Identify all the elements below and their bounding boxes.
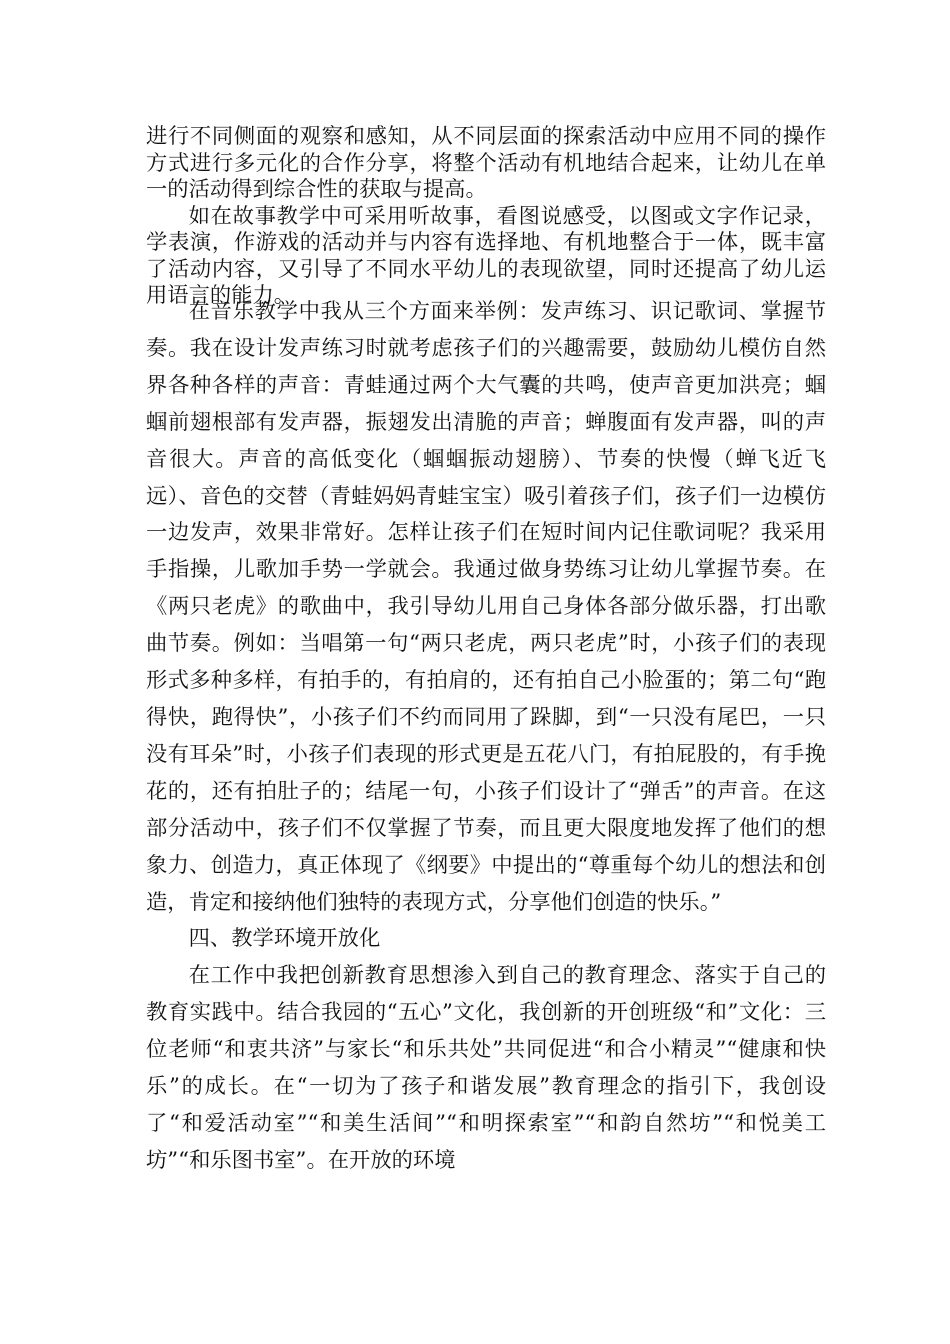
paragraph-work-innovation: 在工作中我把创新教育思想渗入到自己的教育理念、落实于自己的教育实践中。结合我园的“五心”文化，我创新的开创班级“和”文化：三位老师“和衷共济”与家长“和乐共处”共同促进“和合小精灵”“健康和快乐”的成长。在“一切为了孩子和谐发展”教育理念的指引下，我创设了“和爱活动室”“和美生活间”“和明探索室”“和韵自然坊”“和悦美工坊”“和乐图书室”。在开放的环境 (146, 963, 826, 1173)
paragraph-music-teaching: 在音乐教学中我从三个方面来举例：发声练习、识记歌词、掌握节奏。我在设计发声练习时就考虑孩子们的兴趣需要，鼓励幼儿模仿自然界各种各样的声音：青蛙通过两个大气囊的共鸣，使声音更加洪亮；蝈蝈前翅根部有发声器，振翅发出清脆的声音；蝉腹面有发声器，叫的声音很大。声音的高低变化（蝈蝈振动翅膀）、节奏的快慢（蝉飞近飞远）、音色的交替（青蛙妈妈青蛙宝宝）吸引着孩子们，孩子们一边模仿一边发声，效果非常好。怎样让孩子们在短时间内记住歌词呢？我采用手指操，儿歌加手势一学就会。我通过做身势练习让幼儿掌握节奏。在《两只老虎》的歌曲中，我引导幼儿用自己身体各部分做乐器，打出歌曲节奏。例如：当唱第一句“两只老虎，两只老虎”时，小孩子们的表现形式多种多样，有拍手的，有拍肩的，还有拍自己小脸蛋的；第二句“跑得快，跑得快”，小孩子们不约而同用了跺脚，到“一只没有尾巴，一只没有耳朵”时，小孩子们表现的形式更是五花八门，有拍屁股的，有手挽花的，还有拍肚子的；结尾一句，小孩子们设计了“弹舌”的声音。在这部分活动中，孩子们不仅掌握了节奏，而且更大限度地发挥了他们的想象力、创造力，真正体现了《纲要》中提出的“尊重每个幼儿的想法和创造，肯定和接纳他们独特的表现方式，分享他们创造的快乐。” (146, 299, 826, 915)
paragraph-continuation: 进行不同侧面的观察和感知，从不同层面的探索活动中应用不同的操作方式进行多元化的合作分享，将整个活动有机地结合起来，让幼儿在单一的活动得到综合性的获取与提高。 (146, 124, 826, 202)
top-text-block (146, 124, 826, 310)
paragraph-story-teaching: 如在故事教学中可采用听故事，看图说感受，以图或文字作记录，学表演，作游戏的活动并与内容有选择地、有机地整合于一体，既丰富了活动内容，又引导了不同水平幼儿的表现欲望，同时还提高了幼儿运用语言的能力。 (146, 203, 826, 308)
main-text-block (146, 294, 826, 1180)
section-heading-open-environment: 四、教学环境开放化 (188, 926, 381, 952)
